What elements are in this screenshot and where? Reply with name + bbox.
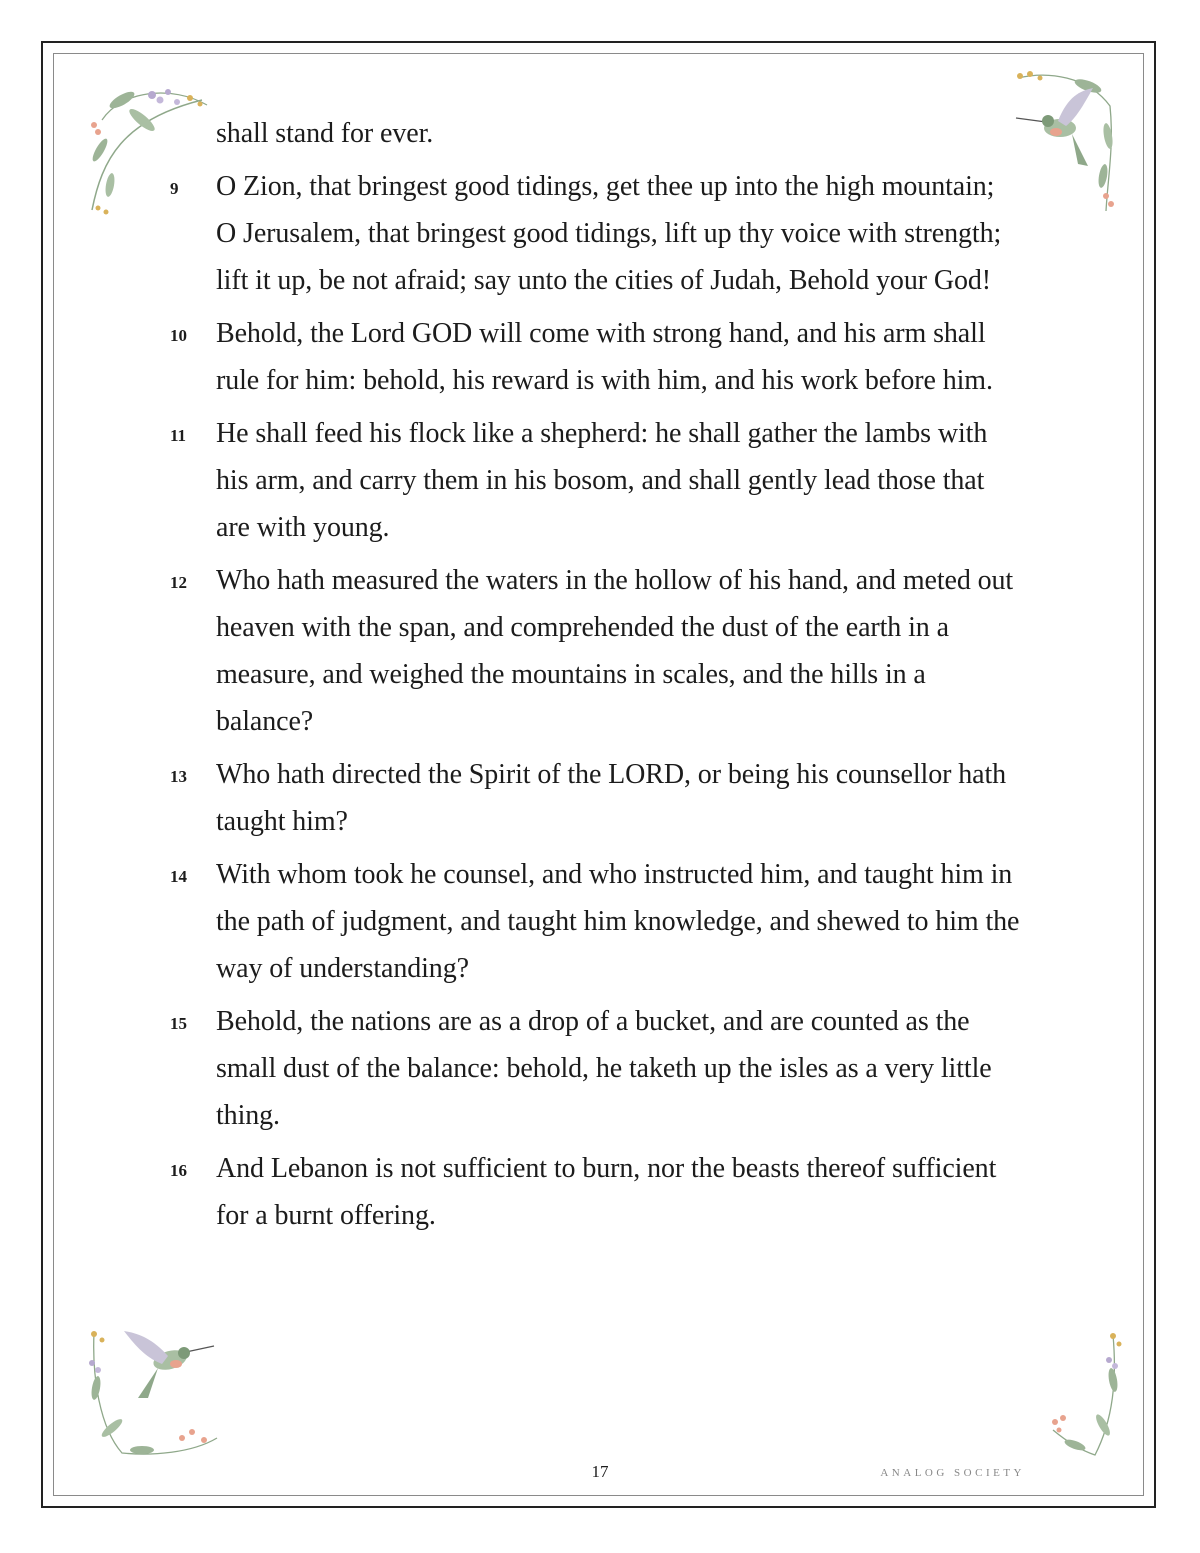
- verse-text: O Zion, that bringest good tidings, get thee up into the high mountain; O Jerusalem, that bringest good tidings, lift up thy voice with strength; lift it up, be not afraid; say unto the cities of Judah, Behold your God!: [216, 171, 1002, 296]
- page-number: 17: [591, 1462, 609, 1481]
- verse-number: 9: [170, 179, 179, 198]
- verse-text: With whom took he counsel, and who instructed him, and taught him in the path of judgment, and taught him knowledge, and shewed to him the way of understanding?: [216, 859, 1020, 984]
- verse-number: 16: [170, 1161, 187, 1180]
- verse-text: Who hath measured the waters in the hollow of his hand, and meted out heaven with the span, and comprehended the dust of the earth in a measure, and weighed the mountains in scales, and the hills in a balance?: [216, 565, 1014, 737]
- verse-text: Who hath directed the Spirit of the LORD, or being his counsellor hath taught him?: [216, 759, 1007, 837]
- verse-13: [170, 751, 1020, 845]
- verse-number: 12: [170, 573, 187, 592]
- verse-text: And Lebanon is not sufficient to burn, nor the beasts thereof sufficient for a burnt offering.: [216, 1153, 997, 1231]
- verse-number: 11: [170, 426, 187, 445]
- verse-15: [170, 998, 1020, 1139]
- floral-corner-bottom-right-icon: [1045, 1330, 1125, 1460]
- verse-number: 10: [170, 326, 187, 345]
- verse-9: [170, 163, 1020, 304]
- hummingbird-corner-top-right-icon: [1008, 66, 1118, 216]
- verse-list: [170, 110, 1020, 1245]
- verse-number: 14: [170, 867, 187, 886]
- verse-text: Behold, the nations are as a drop of a bucket, and are counted as the small dust of the balance: behold, he taketh up the isles as a very little thing.: [216, 1006, 992, 1131]
- verse-text: shall stand for ever.: [216, 118, 434, 149]
- hummingbird-corner-bottom-left-icon: [82, 1328, 222, 1460]
- verse-number: [170, 110, 216, 157]
- verse-text: Behold, the Lord GOD will come with strong hand, and his arm shall rule for him: behold, his reward is with him, and his work before him.: [216, 318, 993, 396]
- verse-16: [170, 1145, 1020, 1239]
- brand-label: ANALOG SOCIETY: [880, 1467, 1025, 1479]
- verse-11: [170, 410, 1020, 551]
- verse-continuation: [170, 110, 1020, 157]
- verse-text: He shall feed his flock like a shepherd: he shall gather the lambs with his arm, and carry them in his bosom, and shall gently lead those that are with young.: [216, 418, 988, 543]
- verse-14: [170, 851, 1020, 992]
- verse-12: [170, 557, 1020, 745]
- verse-number: 15: [170, 1014, 187, 1033]
- verse-10: [170, 310, 1020, 404]
- verse-number: 13: [170, 767, 187, 786]
